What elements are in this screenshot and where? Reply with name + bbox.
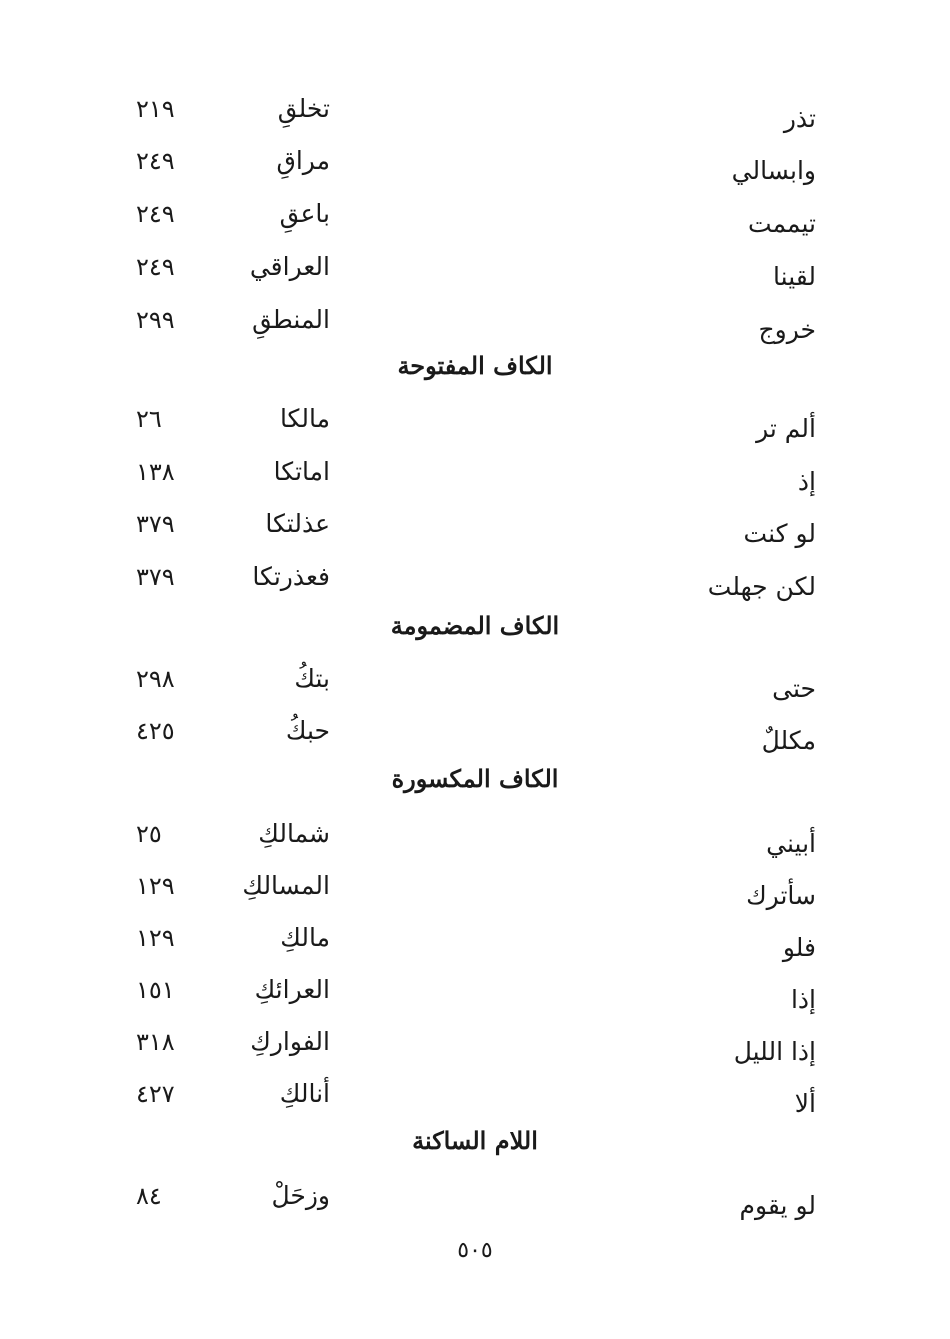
page-reference: ٤٢٧ [136, 1080, 175, 1108]
page-reference: ١٣٨ [136, 458, 175, 486]
verse-rhyme-word: وزحَلْ [271, 1181, 330, 1210]
verse-first-word: لكن جهلت [707, 572, 816, 601]
page-reference: ٢٥ [136, 820, 162, 848]
verse-rhyme-word: بتكُ [294, 664, 330, 693]
verse-first-word: لقينا [773, 262, 816, 291]
verse-first-word: ألا [794, 1089, 816, 1118]
verse-rhyme-word: العرائكِ [254, 975, 330, 1004]
verse-first-word: ألم تر [756, 414, 816, 443]
verse-first-word: خروج [758, 315, 816, 344]
page-reference: ٢٤٩ [136, 147, 175, 175]
verse-rhyme-word: فعذرتكا [252, 562, 330, 591]
verse-rhyme-word: باعقِ [279, 199, 330, 228]
verse-rhyme-word: أنالكِ [279, 1079, 330, 1108]
verse-first-word: لو كنت [743, 519, 816, 548]
verse-rhyme-word: شمالكِ [258, 819, 330, 848]
verse-rhyme-word: الفواركِ [250, 1027, 330, 1056]
page-reference: ٢١٩ [136, 95, 175, 123]
verse-first-word: إذ [797, 467, 816, 496]
verse-rhyme-word: تخلقِ [277, 94, 330, 123]
page-reference: ٢٤٩ [136, 253, 175, 281]
verse-first-word: لو يقوم [739, 1191, 816, 1220]
page-reference: ٢٦ [136, 405, 162, 433]
verse-rhyme-word: مالكا [279, 404, 330, 433]
verse-first-word: فلو [782, 933, 816, 962]
page-reference: ١٢٩ [136, 924, 175, 952]
verse-rhyme-word: اماتكا [273, 457, 330, 486]
section-heading: الكاف المفتوحة [397, 351, 553, 380]
verse-first-word: أبيني [766, 829, 816, 858]
section-heading: اللام الساكنة [412, 1126, 538, 1155]
page-reference: ٣١٨ [136, 1028, 175, 1056]
page-reference: ٤٢٥ [136, 717, 175, 745]
section-heading: الكاف المكسورة [391, 764, 559, 793]
page-reference: ١٢٩ [136, 872, 175, 900]
page-reference: ٢٩٨ [136, 665, 175, 693]
verse-first-word: تذر [783, 104, 816, 133]
verse-first-word: مكللٌ [761, 726, 816, 755]
page-reference: ٢٤٩ [136, 200, 175, 228]
page-number: ٥٠٥ [457, 1238, 493, 1263]
verse-first-word: إذا الليل [733, 1037, 816, 1066]
verse-rhyme-word: العراقي [249, 252, 330, 281]
verse-first-word: تيممت [748, 209, 816, 238]
verse-first-word: حتى [772, 674, 816, 703]
verse-rhyme-word: المسالكِ [242, 871, 330, 900]
verse-rhyme-word: المنطقِ [252, 305, 330, 334]
verse-rhyme-word: حبكُ [285, 716, 330, 745]
page-reference: ٨٤ [136, 1182, 162, 1210]
page-reference: ١٥١ [136, 976, 175, 1004]
verse-rhyme-word: مراقِ [276, 146, 330, 175]
verse-rhyme-word: مالكِ [280, 923, 330, 952]
page-reference: ٢٩٩ [136, 306, 175, 334]
verse-rhyme-word: عذلتكا [265, 509, 330, 538]
section-heading: الكاف المضمومة [390, 611, 560, 640]
page-reference: ٣٧٩ [136, 563, 175, 591]
verse-first-word: سأترك [746, 881, 816, 910]
verse-first-word: وابسالي [731, 156, 816, 185]
verse-first-word: إذا [790, 985, 816, 1014]
page-reference: ٣٧٩ [136, 510, 175, 538]
